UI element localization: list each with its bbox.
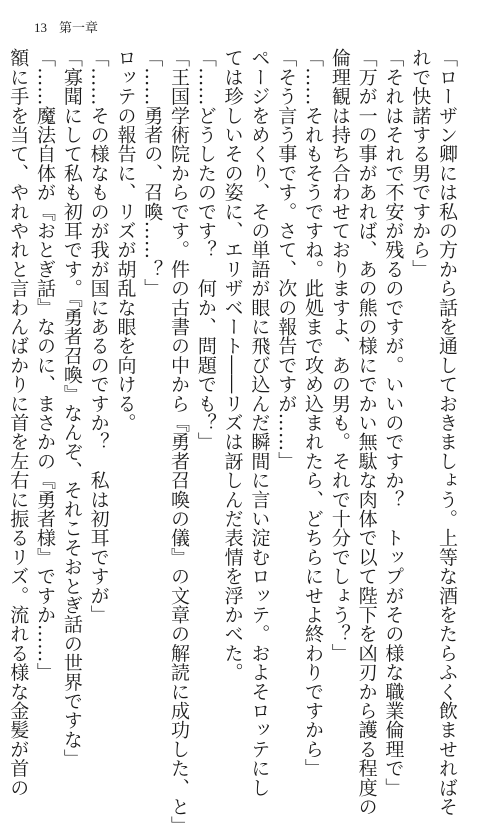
text-line: 「寡聞にして私も初耳です。『勇者召喚』なんぞ、それこそおとぎ話の世界ですな」 <box>60 48 83 769</box>
vertical-body-text <box>7 48 460 835</box>
text-line: 「……それもそうですね。此処まで攻め込まれたら、どちらにせよ終わりですから」 <box>302 48 325 778</box>
text-line: 「……どうしたのです？ 何か、問題でも？」 <box>194 48 217 452</box>
text-line: れで快諾する男ですから」 <box>409 48 432 279</box>
text-line: 「ローザン卿には私の方から話を通しておきましょう。上等な酒をたらふく飲ませればそ <box>436 48 458 816</box>
chapter-title: 第一章 <box>59 21 99 36</box>
text-line: 「……その様なものが我が国にあるのですか？ 私は初耳ですが」 <box>87 48 110 624</box>
text-line: 「そう言う事です。さて、次の報告ですが……」 <box>275 48 298 471</box>
text-line: 「王国学術院からです。件の古書の中から『勇者召喚の儀』の文章の解読に成功した、と」 <box>168 48 191 835</box>
text-line: 「……魔法自体が『おとぎ話』なのに、まさかの『勇者様』ですか……」 <box>34 48 57 682</box>
text-line: ページをめくり、その単語が眼に飛び込んだ瞬間に言い淀むロッテ。およそロッテにし <box>248 48 271 797</box>
text-line: ては珍しいその姿に、エリザベート――リズは訝しんだ表情を浮かべた。 <box>221 48 244 682</box>
text-line: 「……勇者の、召喚……？」 <box>141 48 164 298</box>
text-line: 「万が一の事があれば、あの熊の様にでかい無駄な肉体で以て陛下を凶刃から護る程度の <box>355 48 378 816</box>
running-header <box>34 20 98 37</box>
text-line: 「それはそれで不安が残るのですが。いいのですか？ トップがその様な職業倫理で」 <box>382 48 405 797</box>
text-line: ロッテの報告に、リズが胡乱な眼を向ける。 <box>114 48 137 432</box>
page-number: 13 <box>34 20 47 35</box>
text-line: 額に手を当て、やれやれと言わんばかりに首を左右に振るリズ。流れる様な金髪が首の <box>7 48 30 797</box>
text-line: 倫理観は持ち合わせておりますよ、あの男も。それで十分でしょう？」 <box>328 48 351 663</box>
